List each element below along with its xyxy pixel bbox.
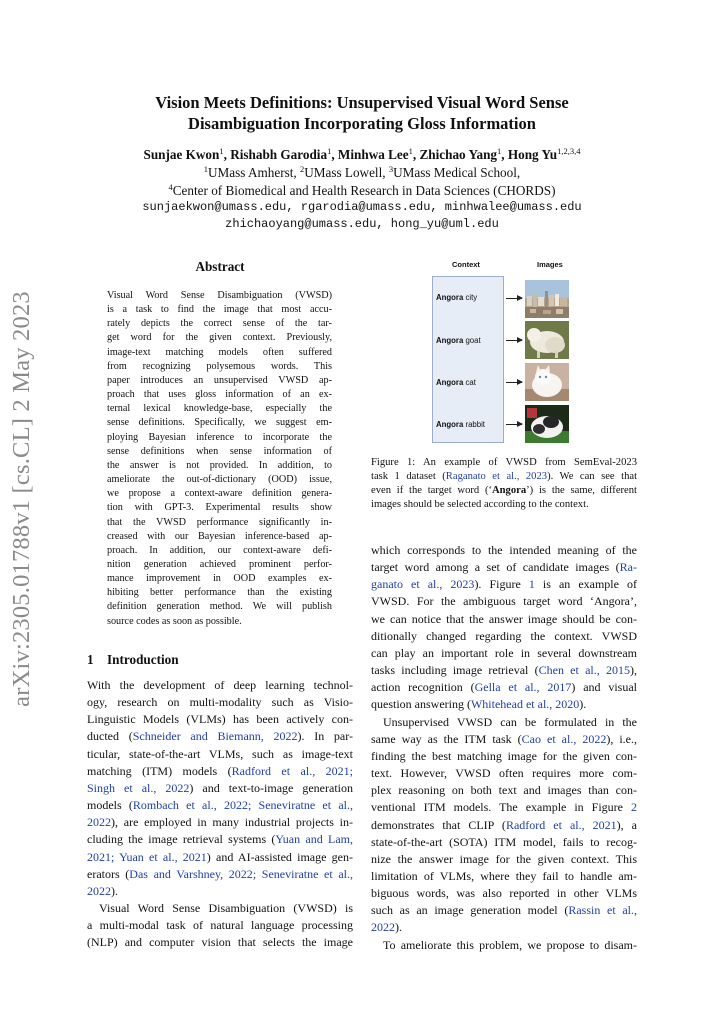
abstract-line: rately depicts the correct sense of the tar- [107, 318, 332, 330]
text-line: 2022). [87, 883, 118, 898]
text-line: ogy, research on multi-modality such as Visio- [87, 695, 353, 710]
figure-ref-link[interactable]: 1 [528, 577, 535, 592]
left-column-text [87, 677, 353, 952]
text-line: can play an important role in several downstream [371, 645, 637, 660]
text-line: ditionally changed regarding the context. VWSD [371, 628, 637, 643]
text-line: question answering (Whitehead et al., 2020). [371, 697, 587, 712]
abstract-line: sense definitions. Specifically, we suggest em- [107, 417, 332, 429]
text-line: finding the best matching image for the given con- [371, 748, 637, 763]
text-line: To ameliorate this problem, we propose to disam- [383, 937, 637, 952]
right-column-text [371, 542, 637, 954]
text-line: 2022). [371, 920, 402, 935]
text-line: ducted (Schneider and Biemann, 2022). In par- [87, 729, 353, 744]
text-line: ganato et al., 2023). Figure 1 is an example of [371, 577, 637, 592]
section-heading-introduction: 1 Introduction [87, 652, 179, 667]
cat-image [525, 363, 569, 401]
text-line: which corresponds to the intended meaning of the [371, 543, 637, 557]
abstract-line: is a task to find the image that most accu- [107, 304, 332, 316]
abstract-line: creased with our Bayesian inference-based ap- [107, 530, 332, 542]
goat-image [525, 321, 569, 359]
citation-link[interactable]: Ra- [619, 560, 637, 575]
text-line: action recognition (Gella et al., 2017) and visual [371, 680, 637, 695]
caption-line: images should be selected according to the context. [371, 498, 589, 510]
abstract-line: we propose a context-aware definition genera- [107, 488, 332, 500]
citation-link[interactable]: Radford et al., 2021; [231, 763, 353, 778]
abstract-line: ploying Bayesian inference to incorporate the [107, 431, 332, 443]
arrow-icon [506, 340, 522, 341]
author: Sunjae Kwon$^1$ [143, 146, 224, 162]
citation-link[interactable]: Yuan and Lam, [275, 832, 353, 847]
text-line: matching (ITM) models (Radford et al., 2021; [87, 763, 353, 778]
text-line: such as an image generation model (Rassin et al., [371, 903, 637, 918]
text-line: target word among a set of candidate images (Ra- [371, 560, 637, 575]
text-line: ventional ITM models. The example in Figure 2 [371, 800, 637, 815]
abstract-line: image-text matching models often suffered [107, 346, 332, 358]
context-row-city: Angora city [436, 293, 478, 302]
abstract-line: source codes as soon as possible. [107, 615, 242, 627]
caption-line: even if the target word (‘Angora’) is the same, different [371, 484, 637, 496]
abstract-heading: Abstract [195, 259, 245, 274]
text-line: state-of-the-art (SOTA) ITM model, fails to recog- [371, 834, 637, 849]
text-line: Visual Word Sense Disambiguation (VWSD) is [99, 901, 353, 916]
abstract-line: that the VWSD performance significantly in- [107, 516, 332, 528]
citation-link[interactable]: Rombach et al., 2022 [132, 798, 248, 813]
abstract-body [107, 289, 332, 629]
text-line: Linguistic Models (VLMs) has been actively con- [87, 712, 353, 727]
abstract-line: hibiting better performance than the existing [107, 587, 332, 599]
abstract-line: proach. In addition, our context-aware defi- [107, 544, 332, 556]
citation-link[interactable]: Chen et al., 2015 [538, 663, 630, 678]
text-line: tasks including image retrieval (Chen et al., 2015), [371, 663, 637, 678]
caption-line: task 1 dataset (Raganato et al., 2023). We can see that [371, 470, 638, 482]
text-line: a multi-modal task of natural language processing [87, 918, 353, 933]
abstract-line: Visual Word Sense Disambiguation (VWSD) [107, 290, 332, 301]
abstract-line: from recognizing polysemous words. This [107, 360, 332, 372]
text-line: Unsupervised VWSD can be formulated in the [383, 714, 637, 729]
citation-link[interactable]: Yuan et al., 2021 [119, 849, 207, 864]
citation-link[interactable]: 2022 [87, 883, 111, 898]
abstract-line: nition generation achieved prominent perfor- [107, 558, 332, 570]
author-list: Sunjae Kwon$^1$, Rishabh Garodia$^1$, Minhwa Lee$^1$, Zhichao Yang$^1$, Hong Yu$^{1,2,3,4}$ [143, 146, 581, 162]
context-row-cat: Angora cat [436, 378, 476, 387]
text-line: biguous words, was also reported in other VLMs [371, 886, 637, 901]
arxiv-id: arXiv:2305.01788v1 [cs.CL] 2 May 2023 [8, 291, 35, 707]
arrow-icon [506, 298, 522, 299]
citation-link[interactable]: Cao et al., 2022 [521, 731, 607, 746]
affiliations-line-2: $^4$Center of Biomedical and Health Research in Data Sciences (CHORDS) [168, 182, 556, 198]
figure-1-caption [371, 456, 637, 512]
figure-1 [430, 256, 630, 446]
city-image [525, 280, 569, 318]
abstract-line: sense definitions when sense information of [107, 445, 332, 457]
context-row-goat: Angora goat [436, 336, 481, 345]
figure-context-header: Context [452, 260, 480, 269]
citation-link[interactable]: Das and Varshney, 2022 [129, 866, 253, 881]
arrow-icon [506, 424, 522, 425]
figure-images-header: Images [537, 260, 563, 269]
context-row-rabbit: Angora rabbit [436, 420, 485, 429]
text-line: cluding the image retrieval systems (Yuan and Lam, [87, 832, 353, 847]
abstract-line: get word for the given context. Previously, [107, 332, 332, 344]
author: Rishabh Garodia$^1$ [230, 146, 332, 162]
text-line: demonstrates that CLIP (Radford et al., 2021), a [371, 817, 637, 832]
abstract-line: definition generation method. We will publish [107, 601, 332, 613]
abstract-line: mance improvement in OOD examples ex- [107, 573, 332, 585]
text-line: limitation of VLMs, where they fail to handle am- [371, 868, 637, 883]
author: Zhichao Yang$^1$ [419, 146, 502, 162]
arxiv-stamp [4, 291, 40, 707]
text-line: 2022), are employed in many industrial projects in- [87, 815, 353, 830]
abstract-line: ameliorate the out-of-dictionary (OOD) issue, [107, 474, 332, 486]
text-line: same way as the ITM task (Cao et al., 2022), i.e., [371, 731, 637, 746]
text-line: plex reasoning on both text and images than con- [371, 783, 637, 798]
citation-link[interactable]: Raganato et al., 2023 [445, 470, 548, 482]
citation-link[interactable]: Schneider and Biemann, 2022 [132, 729, 298, 744]
text-line: we can notice that the answer image should be con- [371, 611, 637, 626]
citation-link[interactable]: Rassin et al., [568, 903, 637, 918]
paper-title: Vision Meets Definitions: Unsupervised Visual Word Sense Disambiguation Incorporating Gloss Information [155, 93, 569, 133]
text-line: Singh et al., 2022) and text-to-image generation [87, 780, 353, 795]
abstract-line: proach that uses gloss information of an ex- [107, 389, 332, 401]
text-line: (NLP) and computer vision that selects the image [87, 935, 353, 950]
text-line: ticular, state-of-the-art VLMs, such as image-text [87, 746, 353, 761]
text-line: erators (Das and Varshney, 2022; Seneviratne et al., [87, 866, 353, 881]
text-line: models (Rombach et al., 2022; Seneviratne et al., [87, 798, 353, 813]
citation-link[interactable]: Singh et al., 2022 [87, 780, 190, 795]
abstract-line: tion with GPT-3. Experimental results show [107, 502, 332, 514]
arrow-icon [506, 382, 522, 383]
citation-link[interactable]: Radford et al., 2021 [505, 817, 617, 832]
text-line: 2021; Yuan et al., 2021) and AI-assisted image gen- [87, 849, 354, 864]
figure-ref-link[interactable]: 2 [631, 800, 637, 815]
rabbit-image [525, 405, 569, 443]
abstract-line: paper introduces an unsupervised VWSD ap- [107, 374, 332, 386]
author: Hong Yu$^{1,2,3,4}$ [507, 146, 581, 162]
citation-link[interactable]: Seneviratne et al., [261, 866, 353, 881]
author: Minhwa Lee$^1$ [337, 146, 413, 162]
citation-link[interactable]: ganato et al., 2023 [371, 577, 475, 592]
caption-line: Figure 1: An example of VWSD from SemEval-2023 [371, 457, 637, 468]
citation-link[interactable]: Whitehead et al., 2020 [470, 697, 580, 712]
text-line: With the development of deep learning technol- [87, 678, 353, 692]
abstract-line: the answer is not provided. In addition, to [107, 459, 332, 471]
citation-link[interactable]: Seneviratne et al., [258, 798, 353, 813]
citation-link[interactable]: 2022 [371, 920, 395, 935]
citation-link[interactable]: 2021 [87, 849, 111, 864]
author-emails-line-1: sunjaekwon@umass.edu, rgarodia@umass.edu, minhwalee@umass.edu [142, 200, 582, 214]
text-line: nize the answer image for the given context. This [371, 851, 637, 866]
author-emails-line-2: zhichaoyang@umass.edu, hong_yu@uml.edu [225, 217, 499, 231]
text-line: VWSD. For the ambiguous target word ‘Angora’, [371, 594, 637, 609]
citation-link[interactable]: 2022 [87, 815, 111, 830]
affiliations-line-1: $^1$UMass Amherst, $^2$UMass Lowell, $^3$UMass Medical School, [203, 164, 521, 180]
citation-link[interactable]: Gella et al., 2017 [474, 680, 572, 695]
abstract-line: ternal lexical knowledge-base, especially the [107, 403, 332, 415]
text-line: text. However, VWSD often requires more com- [371, 766, 637, 781]
